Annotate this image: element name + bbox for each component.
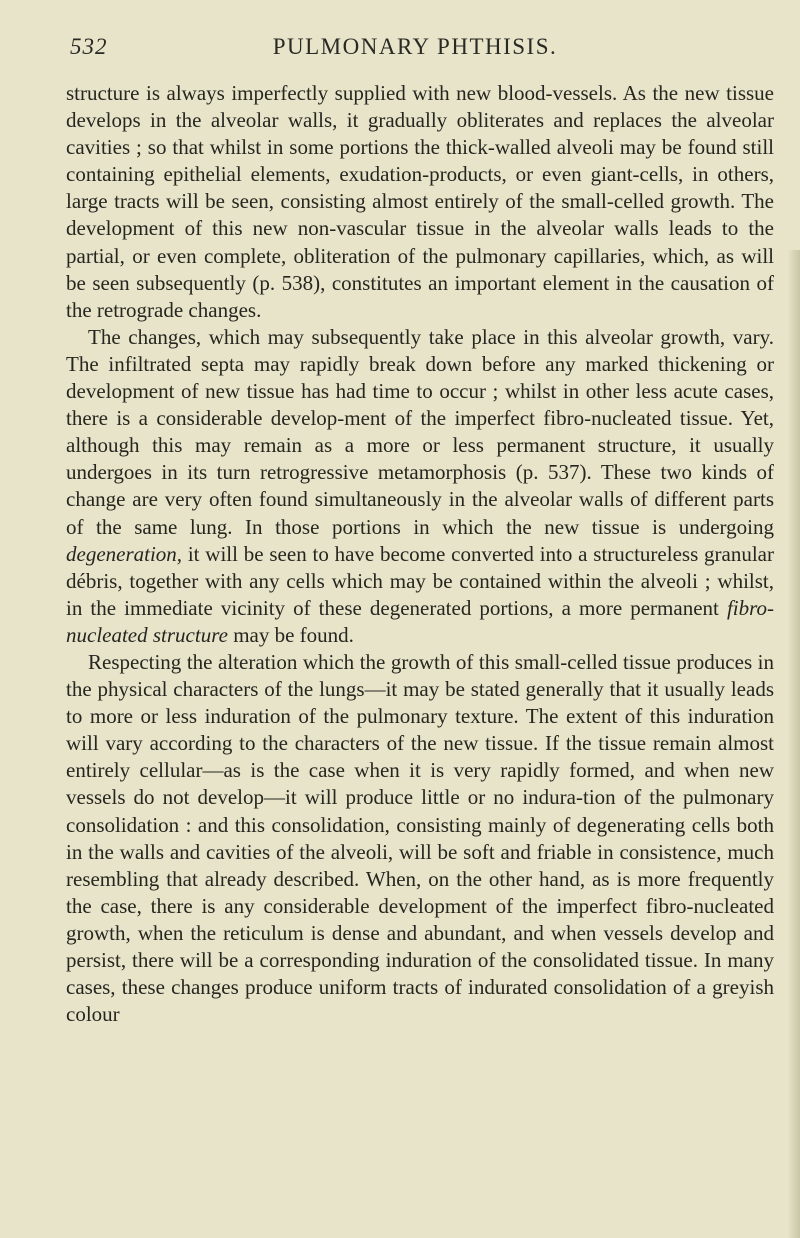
paragraph-2-italic-fibro-nucleated: fibro-nucleated structure [66,595,774,647]
paragraph-3: Respecting the alteration which the growth of this small-celled tissue produces in the physical characters of the lungs—it may be stated generally that it usually leads to more or less induration of the pulmonary texture. The extent of this induration will vary according to the characters of the new tissue. If the tissue remain almost entirely cellular—as is the case when it is very rapidly formed, and when new vessels do not develop—it will produce little or no indura-tion of the pulmonary consolidation : and this consolidation, consisting mainly of degenerating cells both in the walls and cavities of the alveoli, will be soft and friable in consistence, much resembling that already described. When, on the other hand, as is more frequently the case, there is any considerable development of the imperfect fibro-nucleated growth, when the reticulum is dense and abundant, and when vessels develop and persist, there will be a corresponding induration of the consolidated tissue. In many cases, these changes produce uniform tracts of indurated consolidation of a greyish colour [66,649,774,1027]
running-head: PULMONARY PHTHISIS. [272,34,558,59]
page-header [70,34,760,68]
paragraph-2-text-c: may be found. [227,622,354,647]
paragraph-2 [66,324,774,649]
body-text [66,80,774,1028]
paragraph-2-text-a: The changes, which may subsequently take place in this alveolar growth, vary. The infiltrated septa may rapidly break down before any marked thickening or development of new tissue has had time to occur ; whilst in other less acute cases, there is a considerable develop-ment of the imperfect fibro-nucleated tissue. Yet, although this may remain as a more or less permanent structure, it usually undergoes in its turn retrogressive metamorphosis (p. 537). These two kinds of change are very often found simultaneously in the alveolar walls of different parts of the same lung. In those portions in which the new tissue is undergoing [66,324,774,539]
paragraph-1: structure is always imperfectly supplied with new blood-vessels. As the new tissue develops in the alveolar walls, it gradually obliterates and replaces the alveolar cavities ; so that whilst in some portions the thick-walled alveoli may be found still containing epithelial elements, exudation-products, or even giant-cells, in others, large tracts will be seen, consisting almost entirely of the small-celled growth. The development of this new non-vascular tissue in the alveolar walls leads to the partial, or even complete, obliteration of the pulmonary capillaries, which, as will be seen subsequently (p. 538), constitutes an important element in the causation of the retrograde changes. [66,81,774,322]
page-number: 532 [70,34,108,59]
paragraph-2-italic-degeneration: degeneration, [66,541,183,566]
page-edge-shadow [788,250,800,1238]
paragraph-2-text-b: it will be seen to have become converted into a structureless granular débris, together with any cells which may be contained within the alveoli ; whilst, in the immediate vicinity of these degenerated portions, a more permanent [66,541,774,620]
